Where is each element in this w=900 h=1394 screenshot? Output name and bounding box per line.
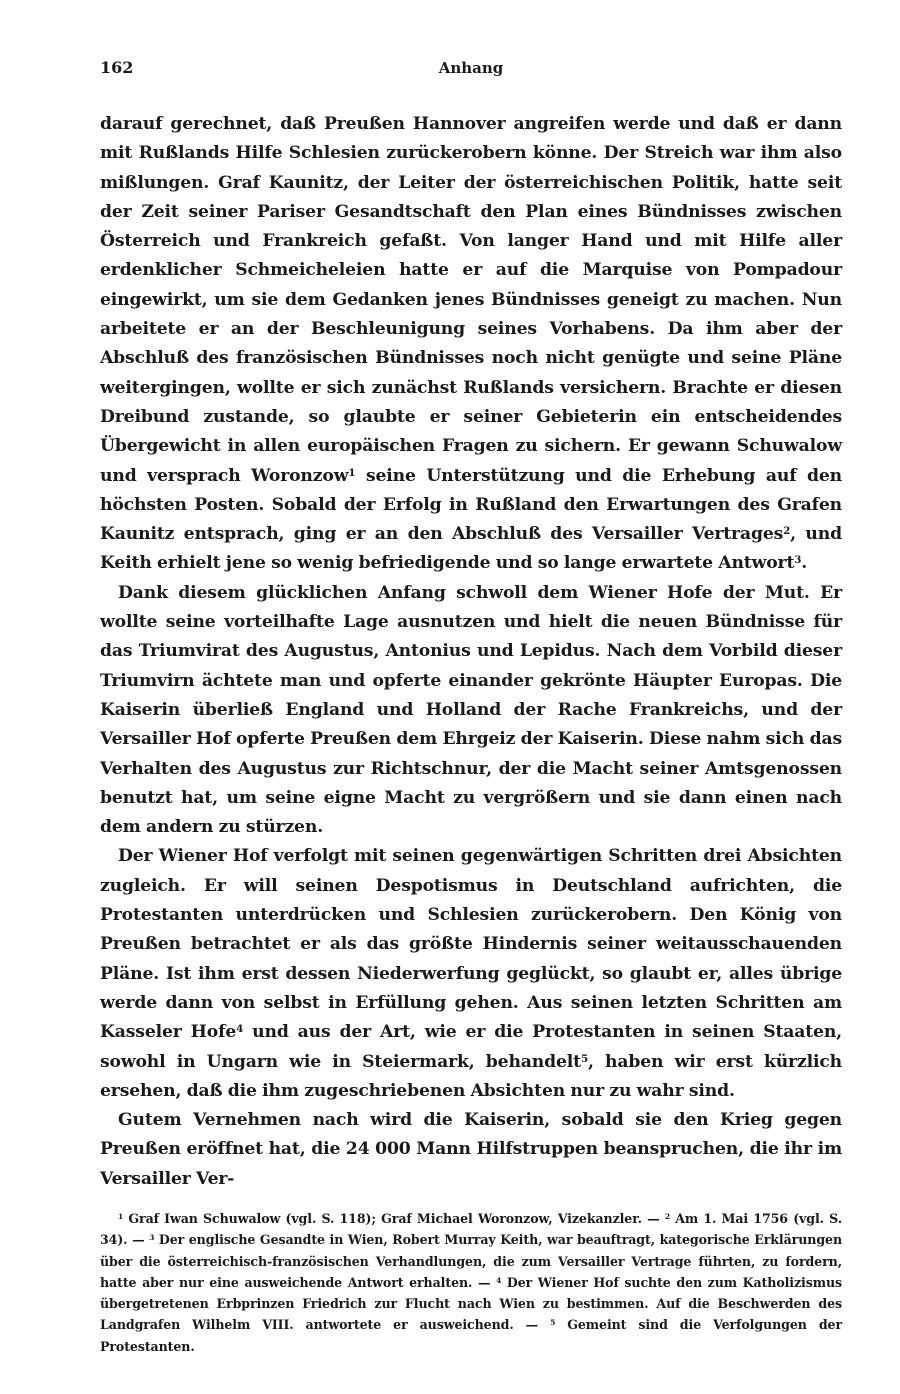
main-text [100, 110, 842, 1194]
book-page [100, 58, 842, 1357]
footnote-2-number: 2 [664, 1212, 670, 1222]
footnote-1-text: Graf Iwan Schuwalow (vgl. S. 118); Graf Michael Woronzow, Vizekanzler. — [123, 1210, 665, 1226]
paragraph-1-text-d: . [801, 553, 808, 574]
paragraph-3 [100, 842, 842, 1106]
footnote-4-text: Der Wiener Hof suchte den zum Katholizismus übergetretenen Erbprinzen Friedrich zur Flucht nach Wien zu bestimmen. Auf die Beschwerden des Landgrafen Wilhelm VIII. antwortete er ausweichend. — [100, 1274, 842, 1333]
footnote-3-number: 3 [149, 1233, 155, 1243]
paragraph-2: Dank diesem glücklichen Anfang schwoll dem Wiener Hofe der Mut. Er wollte seine vorteilhafte Lage ausnutzen und hielt die neuen Bündnisse für das Triumvirat des Augustus, Antonius und Lepidus. Nach dem Vorbild dieser Triumvirn ächtete man und opferte einander gekrönte Häupter Europas. Die Kaiserin überließ England und Holland der Rache Frankreichs, und der Versailler Hof opferte Preußen dem Ehrgeiz der Kaiserin. Diese nahm sich das Verhalten des Augustus zur Richtschnur, der die Macht seiner Amtsgenossen benutzt hat, um seine eigne Macht zu vergrößern und sie dann einen nach dem andern zu stürzen. [100, 582, 842, 838]
paragraph-3-text-c: , haben wir erst kürzlich ersehen, daß die ihm zugeschriebenen Absichten nur zu wahr sind. [100, 1051, 842, 1101]
paragraph-1 [100, 110, 842, 579]
running-head-title: Anhang [438, 59, 504, 77]
footnote-ref-5: 5 [580, 1052, 588, 1065]
footnote-ref-4: 4 [236, 1023, 244, 1036]
page-number: 162 [100, 58, 134, 77]
footnote-ref-3: 3 [794, 554, 802, 567]
paragraph-1-text-a: darauf gerechnet, daß Preußen Hannover angreifen werde und daß er dann mit Rußlands Hilfe Schlesien zurückerobern könne. Der Streich war ihm also mißlungen. Graf Kaunitz, der Leiter der österreichischen Politik, hatte seit der Zeit seiner Pariser Gesandtschaft den Plan eines Bündnisses zwischen Österreich und Frankreich gefaßt. Von langer Hand und mit Hilfe aller erdenklicher Schmeicheleien hatte er auf die Marquise von Pompadour eingewirkt, um sie dem Gedanken jenes Bündnisses geneigt zu machen. Nun arbeitete er an der Beschleunigung seines Vorhabens. Da ihm aber der Abschluß des französischen Bündnisses noch nicht genügte und seine Pläne weitergingen, wollte er sich zunächst Rußlands versichern. Brachte er diesen Dreibund zustande, so glaubte er seiner Gebieterin ein entscheidendes Übergewicht in allen europäischen Fragen zu sichern. Er gewann Schuwalow und versprach Woronzow [100, 114, 842, 486]
paragraph-3-text-a: Der Wiener Hof verfolgt mit seinen gegenwärtigen Schritten drei Absichten zugleich. Er will seinen Despotismus in Deutschland aufrichten, die Protestanten unterdrücken und Schlesien zurückerobern. Den König von Preußen betrachtet er als das größte Hindernis seiner weitausschauenden Pläne. Ist ihm erst dessen Niederwerfung geglückt, so glaubt er, alles übrige werde dann von selbst in Erfüllung gehen. Aus seinen letzten Schritten am Kasseler Hofe [100, 846, 842, 1043]
footnotes [100, 1208, 842, 1357]
running-head [100, 58, 842, 88]
footnote-ref-2: 2 [783, 525, 791, 537]
paragraph-1-text-b: seine Unterstützung und die Erhebung auf den höchsten Posten. Sobald der Erfolg in Rußland den Erwartungen des Grafen Kaunitz entsprach, ging er an den Abschluß des Versailler Vertrages [100, 465, 842, 545]
footnote-1-number: 1 [118, 1212, 124, 1222]
footnote-5-number: 5 [550, 1318, 556, 1328]
footnote-ref-1: 1 [348, 466, 356, 479]
footnote-4-number: 4 [496, 1276, 502, 1286]
paragraph-1-text-c: , und Keith erhielt jene so wenig befriedigende und so lange erwartete Antwort [100, 524, 842, 574]
paragraph-3-text-b: und aus der Art, wie er die Protestanten in seinen Staaten, sowohl in Ungarn wie in Steiermark, behandelt [100, 1022, 842, 1072]
footnote-2-text: Am 1. Mai 1756 (vgl. S. 34). — [100, 1210, 842, 1248]
footnote-3-text: Der englische Gesandte in Wien, Robert Murray Keith, war beauftragt, kategorische Erklärungen über die österreichisch-französischen Verhandlungen, die zum Versailler Vertrage führten, zu fordern, hatte aber nur eine ausweichende Antwort erhalten. — [100, 1232, 843, 1290]
footnote-block [100, 1208, 842, 1357]
footnote-5-text: Gemeint sind die Verfolgungen der Protestanten. [100, 1317, 842, 1354]
paragraph-4: Gutem Vernehmen nach wird die Kaiserin, sobald sie den Krieg gegen Preußen eröffnet hat, die 24 000 Mann Hilfstruppen beanspruchen, die ihr im Versailler Ver- [100, 1110, 842, 1189]
